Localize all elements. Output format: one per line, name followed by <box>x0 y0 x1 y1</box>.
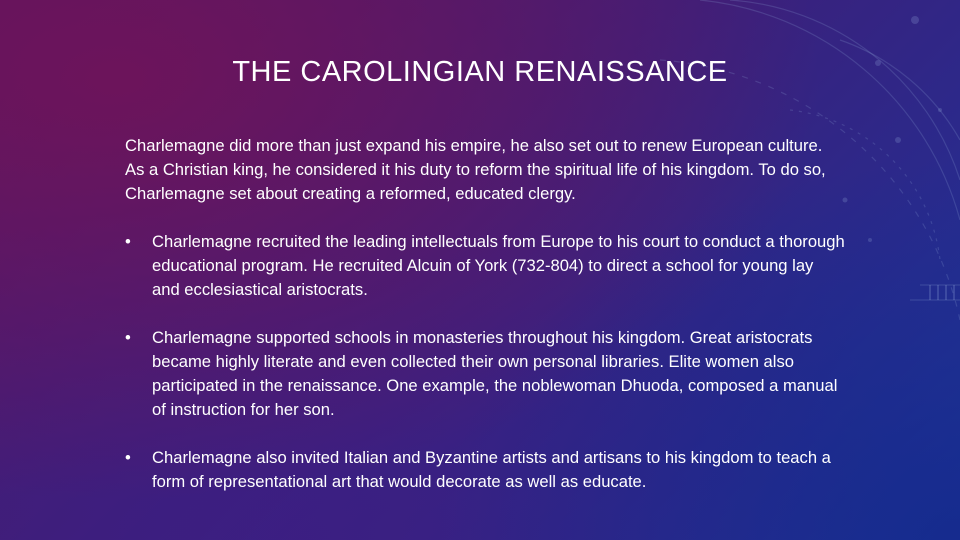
bullet-item <box>125 230 845 302</box>
slide-body <box>125 134 845 518</box>
bullet-dot-icon: • <box>125 448 131 467</box>
bullet-text: Charlemagne also invited Italian and Byzantine artists and artisans to his kingdom to teach a form of representational art that would decorate as well as educate. <box>152 448 831 491</box>
bullet-dot-icon: • <box>125 328 131 347</box>
slide-title: THE CAROLINGIAN RENAISSANCE <box>232 56 728 88</box>
intro-paragraph: Charlemagne did more than just expand his empire, he also set out to renew European culture. As a Christian king, he considered it his duty to reform the spiritual life of his kingdom. To do so, Charlemagne set about creating a reformed, educated clergy. <box>125 136 826 203</box>
bullet-list <box>125 230 845 494</box>
bullet-dot-icon: • <box>125 232 131 251</box>
bullet-text: Charlemagne supported schools in monasteries throughout his kingdom. Great aristocrats became highly literate and even collected their own personal libraries. Elite women also participated in the renaissance. One example, the noblewoman Dhuoda, composed a manual of instruction for her son. <box>152 328 838 419</box>
bullet-item <box>125 446 845 494</box>
bullet-item <box>125 326 845 422</box>
bullet-text: Charlemagne recruited the leading intellectuals from Europe to his court to conduct a thorough educational program. He recruited Alcuin of York (732-804) to direct a school for young lay and ecclesiastical aristocrats. <box>152 232 845 299</box>
